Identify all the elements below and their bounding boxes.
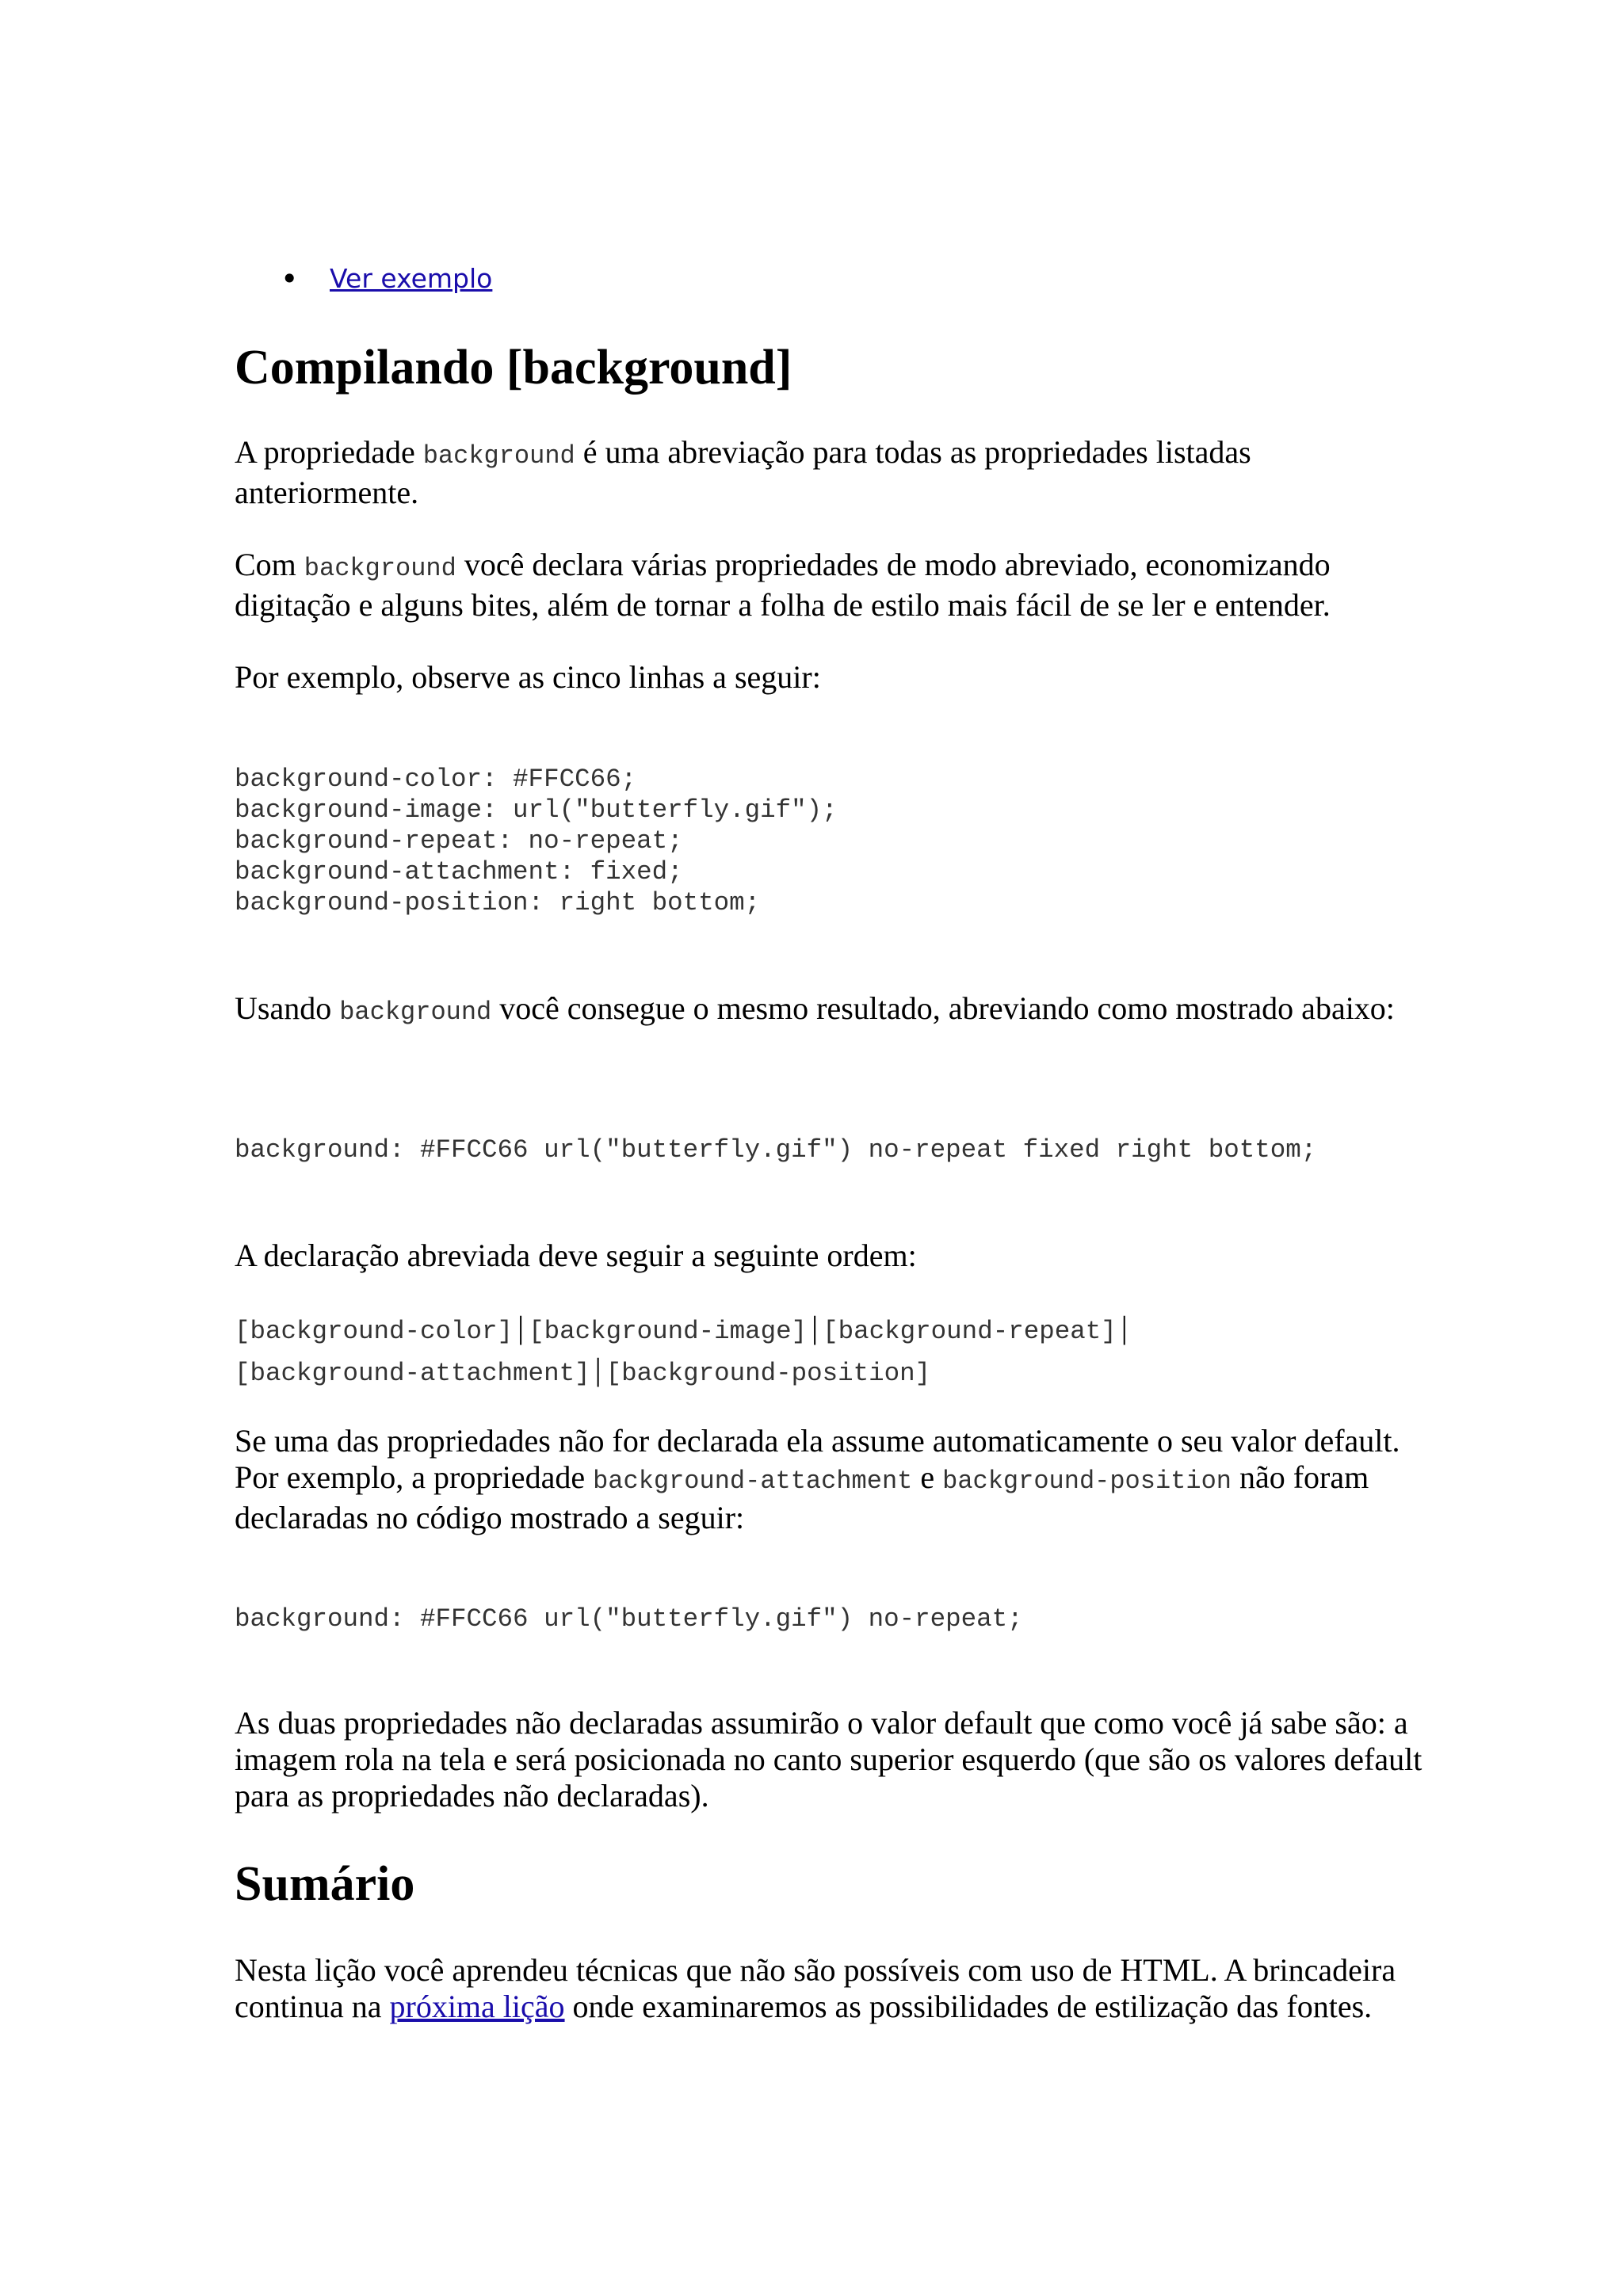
paragraph-com-background: Com background você declara várias propriedades de modo abreviado, economizando digitação e alguns bites, além de tornar a folha de estilo mais fácil de se ler e entender.	[235, 547, 1331, 623]
ver-exemplo-link[interactable]: Ver exemplo	[330, 263, 493, 294]
code-block-five-lines	[235, 764, 838, 918]
section-title-compilando: Compilando [background]	[235, 341, 792, 395]
code-line: background-color: #FFCC66;	[235, 765, 637, 794]
paragraph-valor-default: Se uma das propriedades não for declarada ela assume automaticamente o seu valor default. Por exemplo, a propriedade background-attachment e background-position não foram declaradas no código mostrado a seguir:	[235, 1423, 1400, 1535]
paragraph-por-exemplo: Por exemplo, observe as cinco linhas a seguir:	[235, 659, 821, 695]
paragraph-intro: A propriedade background é uma abreviação para todas as propriedades listadas anteriormente.	[235, 434, 1251, 510]
property-order	[235, 1309, 1439, 1393]
section-title-sumario: Sumário	[235, 1857, 415, 1911]
code-line: background-image: url("butterfly.gif");	[235, 795, 838, 825]
property-order-line-1: [background-color] | [background-image] | [background-repeat] |	[235, 1310, 1128, 1346]
code-line: background-repeat: no-repeat;	[235, 826, 683, 856]
paragraph-duas-propriedades: As duas propriedades não declaradas assumirão o valor default que como você já sabe são: a imagem rola na tela e será posicionada no canto superior esquerdo (que são os valores default para as propriedades não declaradas).	[235, 1705, 1423, 1814]
paragraph-ordem: A declaração abreviada deve seguir a seguinte ordem:	[235, 1238, 917, 1273]
paragraph-sumario: Nesta lição você aprendeu técnicas que não são possíveis com uso de HTML. A brincadeira continua na próxima lição onde examinaremos as possibilidades de estilização das fontes.	[235, 1952, 1396, 2024]
code-line: background-position: right bottom;	[235, 888, 761, 917]
code-block-shorthand: background: #FFCC66 url("butterfly.gif") no-repeat fixed right bottom;	[235, 1135, 1317, 1165]
code-block-partial: background: #FFCC66 url("butterfly.gif") no-repeat;	[235, 1604, 1023, 1634]
property-order-line-2: [background-attachment] | [background-position]	[235, 1352, 931, 1388]
bullet-icon: •	[281, 261, 299, 296]
paragraph-usando-background: Usando background você consegue o mesmo resultado, abreviando como mostrado abaixo:	[235, 990, 1395, 1027]
code-line: background-attachment: fixed;	[235, 857, 683, 887]
proxima-licao-link[interactable]: próxima lição	[389, 1989, 565, 2024]
